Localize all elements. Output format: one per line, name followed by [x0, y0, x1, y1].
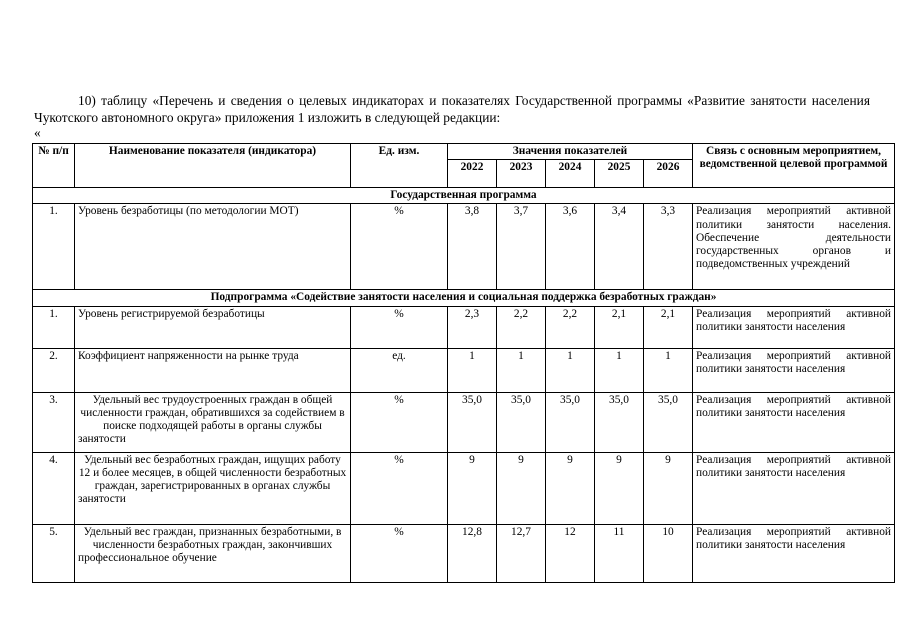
row-num: 5. — [33, 524, 75, 582]
section-state-program: Государственная программа — [33, 188, 895, 204]
header-unit: Ед. изм. — [351, 144, 448, 188]
row-value: 2,3 — [448, 306, 497, 348]
row-num: 3. — [33, 392, 75, 452]
table-row — [33, 452, 895, 524]
row-name: Коэффициент напряженности на рынке труда — [75, 348, 351, 392]
row-unit: % — [351, 392, 448, 452]
row-value: 2,1 — [595, 306, 644, 348]
row-value: 9 — [546, 452, 595, 524]
row-name: Уровень регистрируемой безработицы — [75, 306, 351, 348]
row-value: 2,2 — [546, 306, 595, 348]
row-value: 35,0 — [448, 392, 497, 452]
row-link: Реализация мероприятий активной политики занятости населения — [693, 306, 895, 348]
row-value: 9 — [644, 452, 693, 524]
opening-quote: « — [34, 125, 41, 140]
row-link: Реализация мероприятий активной политики занятости населения — [693, 452, 895, 524]
intro-paragraph: 10) таблицу «Перечень и сведения о целевых индикаторах и показателях Государственной программы «Развитие занятости населения Чукотского автономного округа» приложения 1 изложить в следующей редакции: — [34, 93, 870, 125]
row-unit: ед. — [351, 348, 448, 392]
row-name: Удельный вес граждан, признанных безработными, в численности безработных граждан, закончивших профессиональное обучение — [75, 524, 351, 582]
row-num: 2. — [33, 348, 75, 392]
section-subprogram: Подпрограмма «Содействие занятости населения и социальная поддержка безработных граждан» — [33, 290, 895, 306]
row-value: 12 — [546, 524, 595, 582]
row-value: 3,8 — [448, 204, 497, 290]
row-value: 2,2 — [497, 306, 546, 348]
row-name: Уровень безработицы (по методологии МОТ) — [75, 204, 351, 290]
row-value: 35,0 — [595, 392, 644, 452]
table-row — [33, 306, 895, 348]
header-year: 2022 — [448, 160, 497, 188]
row-value: 3,4 — [595, 204, 644, 290]
row-value: 9 — [497, 452, 546, 524]
table-row — [33, 392, 895, 452]
row-value: 10 — [644, 524, 693, 582]
row-num: 1. — [33, 204, 75, 290]
row-value: 35,0 — [546, 392, 595, 452]
row-value: 3,6 — [546, 204, 595, 290]
row-value: 1 — [448, 348, 497, 392]
row-num: 4. — [33, 452, 75, 524]
header-num: № п/п — [33, 144, 75, 188]
indicators-table — [32, 143, 895, 583]
row-value: 1 — [497, 348, 546, 392]
row-link: Реализация мероприятий активной политики занятости населения — [693, 348, 895, 392]
row-unit: % — [351, 306, 448, 348]
row-value: 11 — [595, 524, 644, 582]
row-value: 9 — [595, 452, 644, 524]
table-row — [33, 524, 895, 582]
header-year: 2025 — [595, 160, 644, 188]
row-value: 35,0 — [644, 392, 693, 452]
row-unit: % — [351, 524, 448, 582]
row-value: 1 — [644, 348, 693, 392]
table-row — [33, 348, 895, 392]
row-link: Реализация мероприятий активной политики занятости населения — [693, 524, 895, 582]
row-name: Удельный вес безработных граждан, ищущих работу 12 и более месяцев, в общей численности безработных граждан, зарегистрированных в органах службы занятости — [75, 452, 351, 524]
row-value: 12,8 — [448, 524, 497, 582]
header-year: 2023 — [497, 160, 546, 188]
row-name: Удельный вес трудоустроенных граждан в общей численности граждан, обратившихся за содействием в поиске подходящей работы в органы службы занятости — [75, 392, 351, 452]
header-link: Связь с основным мероприятием, ведомственной целевой программой — [693, 144, 895, 188]
header-year: 2026 — [644, 160, 693, 188]
row-value: 3,3 — [644, 204, 693, 290]
header-name: Наименование показателя (индикатора) — [75, 144, 351, 188]
row-value: 3,7 — [497, 204, 546, 290]
row-value: 2,1 — [644, 306, 693, 348]
row-link: Реализация мероприятий активной политики занятости населения — [693, 392, 895, 452]
row-value: 35,0 — [497, 392, 546, 452]
table-row — [33, 204, 895, 290]
row-num: 1. — [33, 306, 75, 348]
row-value: 1 — [595, 348, 644, 392]
row-unit: % — [351, 204, 448, 290]
row-value: 1 — [546, 348, 595, 392]
row-link: Реализация мероприятий активной политики занятости населения. Обеспечение деятельности государственных органов и подведомственных учреждений — [693, 204, 895, 290]
row-value: 9 — [448, 452, 497, 524]
row-unit: % — [351, 452, 448, 524]
header-year: 2024 — [546, 160, 595, 188]
header-values: Значения показателей — [448, 144, 693, 160]
row-value: 12,7 — [497, 524, 546, 582]
